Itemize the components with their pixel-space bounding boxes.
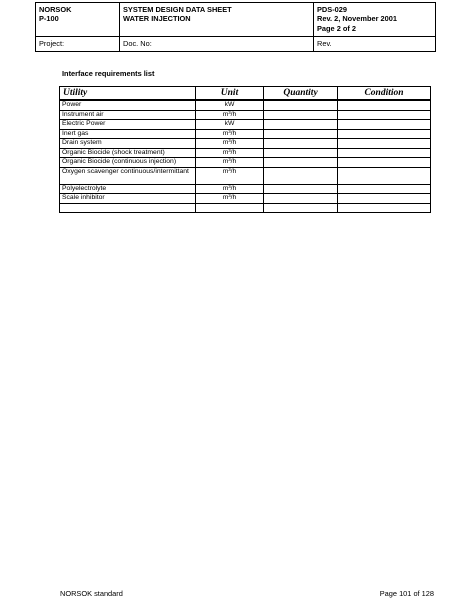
utility-cell: Electric Power [60, 120, 196, 130]
quantity-cell [264, 148, 338, 158]
condition-cell [338, 139, 431, 149]
header-code-cell [314, 3, 436, 37]
doc-no-label: Doc. No: [120, 37, 314, 52]
utility-cell: Oxygen scavenger continuous/intermittant [60, 167, 196, 184]
table-row [60, 129, 431, 139]
unit-cell: m³/h [196, 167, 264, 184]
header-org: NORSOK [39, 5, 72, 14]
condition-cell [338, 120, 431, 130]
table-row [60, 148, 431, 158]
page-footer [60, 589, 434, 598]
utility-cell: Organic Biocide (continuous injection) [60, 158, 196, 168]
condition-cell [338, 110, 431, 120]
utility-cell: Inert gas [60, 129, 196, 139]
condition-cell [338, 129, 431, 139]
table-row-empty [60, 203, 431, 212]
table-row [60, 110, 431, 120]
header-title-line1: SYSTEM DESIGN DATA SHEET [123, 5, 232, 14]
utility-cell: Polyelectrolyte [60, 184, 196, 194]
quantity-cell [264, 203, 338, 212]
rev-label: Rev. [314, 37, 436, 52]
quantity-cell [264, 194, 338, 204]
utility-cell: Scale inhibitor [60, 194, 196, 204]
condition-cell [338, 158, 431, 168]
condition-cell [338, 148, 431, 158]
condition-cell [338, 100, 431, 110]
unit-cell: m³/h [196, 110, 264, 120]
utility-cell: Power [60, 100, 196, 110]
condition-cell [338, 184, 431, 194]
column-header-condition: Condition [338, 87, 431, 101]
interface-requirements-table [59, 86, 431, 213]
quantity-cell [264, 184, 338, 194]
document-header-table [35, 2, 436, 52]
unit-cell: m³/h [196, 184, 264, 194]
quantity-cell [264, 110, 338, 120]
quantity-cell [264, 129, 338, 139]
quantity-cell [264, 139, 338, 149]
unit-cell: m³/h [196, 129, 264, 139]
table-row [60, 184, 431, 194]
unit-cell [196, 203, 264, 212]
header-doc-code: PDS-029 [317, 5, 347, 14]
header-standard: P-100 [39, 14, 59, 24]
unit-cell: m³/h [196, 158, 264, 168]
column-header-utility: Utility [60, 87, 196, 101]
project-label: Project: [36, 37, 120, 52]
unit-cell: kW [196, 120, 264, 130]
unit-cell: m³/h [196, 139, 264, 149]
table-row [60, 194, 431, 204]
utility-cell: Instrument air [60, 110, 196, 120]
table-row [60, 167, 431, 184]
utility-cell [60, 203, 196, 212]
utility-cell: Drain system [60, 139, 196, 149]
header-page: Page 2 of 2 [317, 23, 357, 33]
quantity-cell [264, 158, 338, 168]
table-row [60, 139, 431, 149]
header-org-cell [36, 3, 120, 37]
table-row [60, 158, 431, 168]
header-title-line2: WATER INJECTION [123, 14, 191, 24]
table-row [60, 120, 431, 130]
condition-cell [338, 194, 431, 204]
footer-page-number: Page 101 of 128 [379, 589, 434, 598]
condition-cell [338, 203, 431, 212]
header-revision: Rev. 2, November 2001 [317, 14, 397, 24]
quantity-cell [264, 120, 338, 130]
unit-cell: m³/h [196, 148, 264, 158]
column-header-quantity: Quantity [264, 87, 338, 101]
quantity-cell [264, 167, 338, 184]
unit-cell: m³/h [196, 194, 264, 204]
unit-cell: kW [196, 100, 264, 110]
table-row [60, 100, 431, 110]
column-header-unit: Unit [196, 87, 264, 101]
section-title: Interface requirements list [62, 69, 155, 78]
condition-cell [338, 167, 431, 184]
quantity-cell [264, 100, 338, 110]
table-header-row [60, 87, 431, 101]
footer-standard: NORSOK standard [60, 589, 123, 598]
header-title-cell [120, 3, 314, 37]
utility-cell: Organic Biocide (shock treatment) [60, 148, 196, 158]
